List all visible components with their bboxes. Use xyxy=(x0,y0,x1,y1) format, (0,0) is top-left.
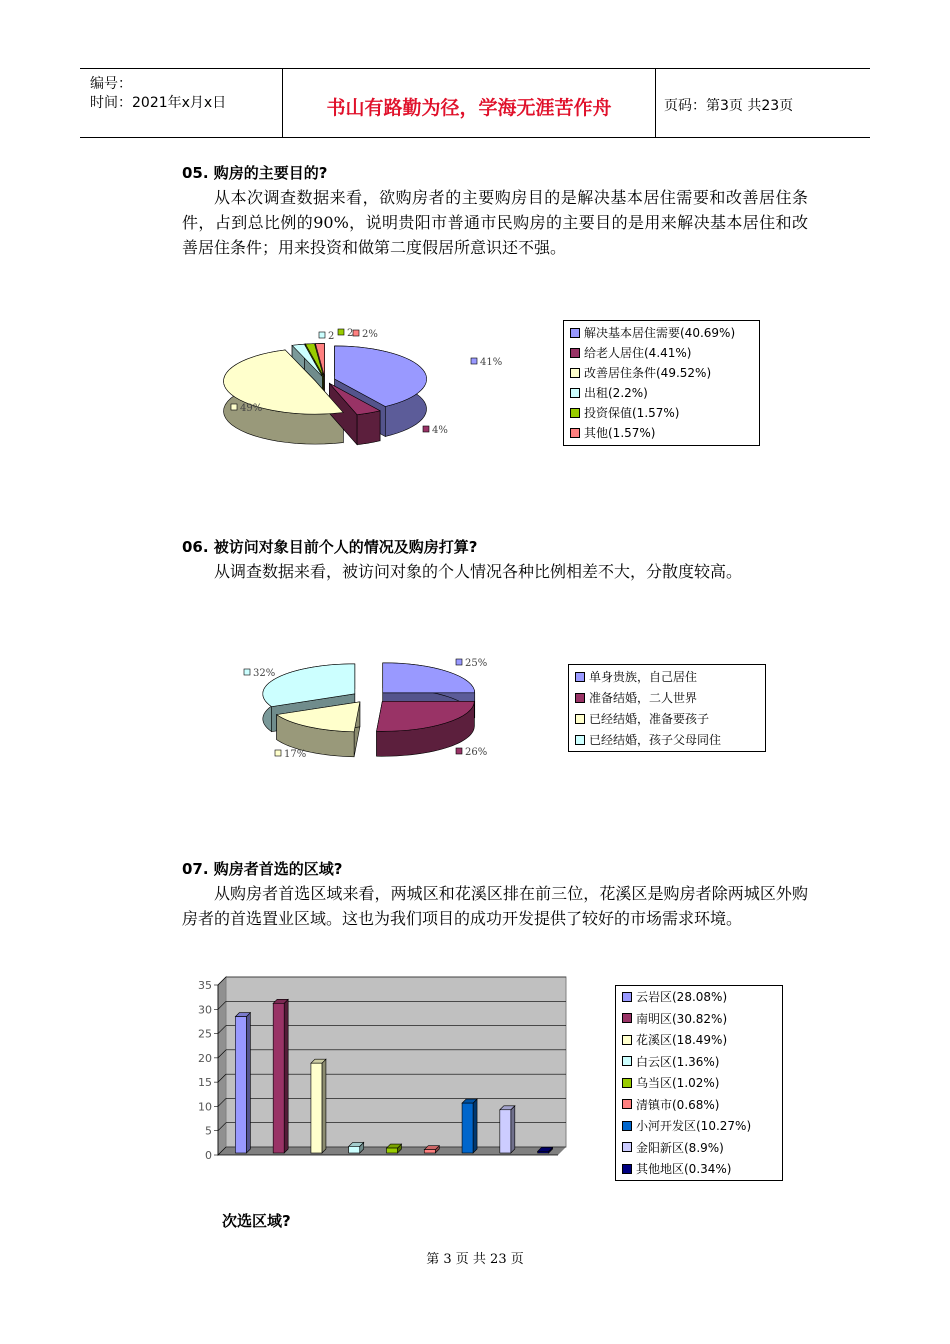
legend-item xyxy=(575,689,697,706)
pie-data-label: 41% xyxy=(480,357,503,368)
legend-item xyxy=(570,324,735,341)
pie-label-swatch xyxy=(275,750,281,756)
legend-swatch xyxy=(622,1056,632,1066)
situation-pie-legend xyxy=(568,664,766,752)
legend-swatch xyxy=(570,348,580,358)
header-motto-cell xyxy=(283,69,656,137)
legend-item xyxy=(575,710,709,727)
legend-item xyxy=(622,1031,727,1048)
legend-swatch xyxy=(622,1013,632,1023)
pie-data-label: 26% xyxy=(465,747,488,758)
legend-swatch xyxy=(622,1099,632,1109)
pie-label-swatch xyxy=(456,748,462,754)
legend-label: 白云区(1.36%) xyxy=(636,1054,720,1069)
pie-label-swatch xyxy=(338,329,344,335)
pie-label-swatch xyxy=(471,358,477,364)
legend-item xyxy=(622,1117,751,1134)
section-07-title: 07. 购房者首选的区域? xyxy=(182,860,343,878)
pie-label-swatch xyxy=(456,659,462,665)
legend-label: 出租(2.2%) xyxy=(584,386,648,400)
legend-swatch xyxy=(622,1142,632,1152)
pie-data-label: 32% xyxy=(253,668,276,679)
pie-data-label: 2 xyxy=(328,331,335,342)
legend-label: 改善居住条件(49.52%) xyxy=(584,366,712,380)
pie-data-label: 4% xyxy=(432,425,448,436)
legend-label: 解决基本居住需要(40.69%) xyxy=(584,326,736,340)
bar xyxy=(462,1103,473,1153)
legend-label: 花溪区(18.49%) xyxy=(636,1033,728,1047)
pie-data-label: 2% xyxy=(362,329,378,340)
legend-label: 金阳新区(8.9%) xyxy=(636,1140,724,1155)
next-section-title: 次选区域? xyxy=(222,1212,291,1230)
legend-item xyxy=(570,364,711,381)
pie-data-label: 25% xyxy=(465,658,488,669)
header-meta xyxy=(80,69,283,137)
legend-swatch xyxy=(570,388,580,398)
pie-label-swatch xyxy=(244,669,250,675)
situation-pie-chart xyxy=(220,650,540,765)
bar-side xyxy=(284,999,288,1153)
pie-data-label: 2 xyxy=(347,328,354,339)
legend-item xyxy=(622,1096,720,1113)
number-label: 编号： xyxy=(90,76,132,92)
y-tick-label: 0 xyxy=(205,1149,212,1162)
y-tick-label: 20 xyxy=(198,1051,212,1065)
legend-swatch xyxy=(570,428,580,438)
legend-label: 给老人居住(4.41%) xyxy=(584,346,692,360)
time-label: 时间：2021年x月x日 xyxy=(90,95,227,111)
legend-swatch xyxy=(622,1035,632,1045)
y-tick-label: 10 xyxy=(198,1100,212,1114)
pie-data-label: 49% xyxy=(240,403,263,414)
pie-label-swatch xyxy=(353,330,359,336)
section-07-text: 从购房者首选区域来看，两城区和花溪区排在前三位，花溪区是购房者除两城区外购房者的首选置业区域。这也为我们项目的成功开发提供了较好的市场需求环境。 xyxy=(182,884,808,928)
pie-label-swatch xyxy=(319,332,325,338)
y-tick-label: 25 xyxy=(198,1027,212,1041)
legend-swatch xyxy=(622,992,632,1002)
page-header xyxy=(80,68,870,138)
section-06-text: 从调查数据来看，被访问对象的个人情况各种比例相差不大，分散度较高。 xyxy=(214,562,743,581)
legend-item xyxy=(570,404,680,421)
bar xyxy=(273,1003,284,1153)
legend-label: 清镇市(0.68%) xyxy=(636,1097,720,1112)
bar xyxy=(235,1017,246,1153)
legend-swatch xyxy=(570,368,580,378)
section-05-text: 从本次调查数据来看，欲购房者的主要购房目的是解决基本居住需要和改善居住条件，占到总比例的90%，说明贵阳市普通市民购房的主要目的是用来解决基本居住和改善居住条件；用来投资和做第二度假居所意识还不强。 xyxy=(182,188,808,257)
section-05-title: 05. 购房的主要目的? xyxy=(182,164,328,182)
pie-data-label: 17% xyxy=(284,749,307,760)
legend-swatch xyxy=(622,1164,632,1174)
legend-label: 已经结婚，准备要孩子 xyxy=(589,712,710,726)
pie-slice xyxy=(383,663,475,693)
legend-item xyxy=(622,1160,732,1177)
legend-item xyxy=(622,1074,720,1091)
legend-label: 云岩区(28.08%) xyxy=(636,990,728,1004)
bar-side xyxy=(246,1013,250,1153)
y-tick-label: 15 xyxy=(198,1076,212,1090)
purpose-pie-legend xyxy=(563,320,760,446)
legend-swatch xyxy=(622,1121,632,1131)
region-bar-chart xyxy=(180,975,565,1165)
motto: 书山有路勤为径，学海无涯苦作舟 xyxy=(326,97,612,119)
legend-label: 乌当区(1.02%) xyxy=(636,1076,720,1090)
legend-swatch xyxy=(575,672,585,682)
legend-item xyxy=(622,1139,724,1156)
y-tick-label: 30 xyxy=(198,1003,212,1017)
page-footer: 第 3 页 共 23 页 xyxy=(426,1252,524,1267)
legend-label: 投资保值(1.57%) xyxy=(584,406,680,420)
bar-side xyxy=(473,1099,477,1153)
pie-label-swatch xyxy=(423,426,429,432)
legend-swatch xyxy=(575,693,585,703)
legend-item xyxy=(570,424,656,441)
legend-swatch xyxy=(575,714,585,724)
legend-swatch xyxy=(570,408,580,418)
legend-item xyxy=(570,344,692,361)
bar xyxy=(424,1150,435,1153)
legend-item xyxy=(622,988,727,1005)
legend-label: 单身贵族，自己居住 xyxy=(589,670,698,684)
legend-swatch xyxy=(570,328,580,338)
bar xyxy=(349,1146,360,1153)
bar xyxy=(500,1110,511,1153)
legend-label: 已经结婚，孩子父母同住 xyxy=(589,733,722,747)
legend-label: 其他地区(0.34%) xyxy=(636,1162,732,1176)
legend-label: 小河开发区(10.27%) xyxy=(636,1119,752,1133)
plot-side-wall xyxy=(218,977,226,1155)
legend-item xyxy=(570,384,648,401)
y-tick-label: 5 xyxy=(205,1124,212,1138)
bar xyxy=(311,1063,322,1153)
legend-item xyxy=(622,1010,727,1027)
y-tick-label: 35 xyxy=(198,979,212,992)
bar xyxy=(538,1151,549,1153)
region-bar-legend xyxy=(615,985,783,1181)
header-page-cell xyxy=(656,69,870,137)
bar-side xyxy=(511,1106,515,1153)
legend-item xyxy=(622,1053,720,1070)
pie-slice-side xyxy=(357,411,380,445)
bar-side xyxy=(322,1059,326,1153)
page-label: 页码：第3页 共23页 xyxy=(664,98,794,114)
legend-label: 其他(1.57%) xyxy=(584,426,656,440)
section-06-title: 06. 被访问对象目前个人的情况及购房打算? xyxy=(182,538,478,556)
legend-item xyxy=(575,668,697,685)
legend-swatch xyxy=(622,1078,632,1088)
legend-label: 南明区(30.82%) xyxy=(636,1011,728,1026)
bar xyxy=(387,1148,398,1153)
purpose-pie-chart xyxy=(200,315,560,445)
legend-swatch xyxy=(575,735,585,745)
legend-label: 准备结婚，二人世界 xyxy=(589,691,698,705)
legend-item xyxy=(575,731,721,748)
pie-label-swatch xyxy=(231,404,237,410)
